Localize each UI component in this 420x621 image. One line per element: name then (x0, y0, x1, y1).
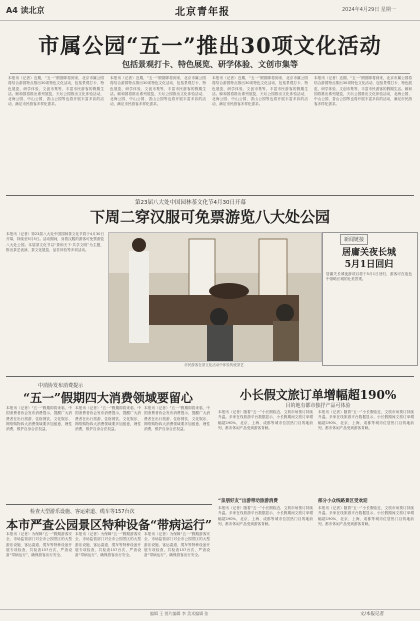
tea-ceremony-photo (109, 233, 321, 361)
sidebar-kicker: 新闻链接 (340, 234, 368, 245)
story4-subhead2: 部分小众线路景区受欢迎 (318, 499, 368, 504)
photo-caption: 市民游客在茶文化活动中体验传统茶艺 (184, 363, 244, 367)
story4-body-col2: 本报讯（记者）随着“五一”小长假临近，文旅市场预订持续升温。多家在线旅游平台数据显示，小长假期间文旅订单增幅超190%，北京、上海、成都等城市位居热门目的地前列，都市休闲产品受到游客青睐。 (318, 410, 414, 430)
story5-kicker: 检查大型游乐设施、客运索道、缆车等157台次 (30, 509, 135, 515)
story2-kicker: 第23届八大处中国园林茶文化节4月30日开幕 (135, 200, 246, 206)
lead-body-col1: 本报讯（记者）近期，“五一”假期即将到来，北京市属公园将结合游园特点推出30项特色文化活动，包括景观打卡、特色展览、研学体验、文创市集等，丰富市民游客的假期生活。颐和园将推出系列展览，天坛公园推出文化体验活动，北海公园、中山公园、香山公园等也将开展丰富多彩的活动，满足市民游客多样化需求。 (8, 76, 104, 107)
section-divider (6, 376, 414, 377)
sidebar-title-line2: 5月1日回归 (344, 260, 394, 270)
sidebar-body: 居庸关长城夜游项目将于5月1日回归，游客可在夜色中领略长城的壮美景观。 (326, 272, 412, 282)
section-divider (6, 195, 414, 196)
story4-body-col3: 本报讯（记者）随着“五一”小长假临近，文旅市场预订持续升温。多家在线旅游平台数据显示，小长假期间文旅订单增幅超190%，北京、上海、成都等城市位居热门目的地前列，都市休闲产品受到游客青睐。 (218, 506, 313, 526)
page-section-label: A4 读北京 (6, 6, 45, 15)
story4-subhead1: “亲朋好友”出游带动旅游消费 (218, 499, 278, 504)
divider (10, 73, 410, 74)
editor-credits: 编辑 王 图片编辑 李 美术编辑 张 (150, 611, 209, 616)
page-footer (0, 609, 420, 621)
section-divider (6, 504, 212, 505)
issue-date: 2024年4月29日 星期一 (342, 7, 396, 13)
story4-headline: 小长假文旅订单增幅超190% (239, 388, 397, 402)
story4-body-col4: 本报讯（记者）随着“五一”小长假临近，文旅市场预订持续升温。多家在线旅游平台数据显示，小长假期间文旅订单增幅超190%，北京、上海、成都等城市位居热门目的地前列，都市休闲产品受到游客青睐。 (318, 506, 414, 526)
story5-body-col1: 本报讯（记者）为保障“五一”假期游客安全，市场监管部门对全市公园景区的大型游乐设施、客运索道、缆车等特种设备开展专项检查，共检查157台次，严查设备“带病运行”，确保游客出行安全。 (6, 532, 72, 558)
story5-body-col2: 本报讯（记者）为保障“五一”假期游客安全，市场监管部门对全市公园景区的大型游乐设施、客运索道、缆车等特种设备开展专项检查，共检查157台次，严查设备“带病运行”，确保游客出行安全。 (75, 532, 141, 558)
lead-body-col2: 本报讯（记者）近期，“五一”假期即将到来，北京市属公园将结合游园特点推出30项特色文化活动，包括景观打卡、特色展览、研学体验、文创市集等，丰富市民游客的假期生活。颐和园将推出系列展览，天坛公园推出文化体验活动，北海公园、中山公园、香山公园等也将开展丰富多彩的活动，满足市民游客多样化需求。 (110, 76, 206, 107)
story5-body-col3: 本报讯（记者）为保障“五一”假期游客安全，市场监管部门对全市公园景区的大型游乐设施、客运索道、缆车等特种设备开展专项检查，共检查157台次，严查设备“带病运行”，确保游客出行安全。 (144, 532, 210, 558)
story3-body-col3: 本报讯（记者）“五一”假期即将来临，中国消费者协会发布消费提示，提醒广大消费者在出行旅游、住宿餐饮、文化娱乐、网络购物四大消费领域要多加留意，理性消费，维护自身合法权益。 (144, 406, 210, 432)
lead-subheadline: 包括景观打卡、特色展览、研学体验、文创市集等 (122, 60, 298, 69)
story3-kicker: 中消协发布消费提示 (38, 383, 84, 389)
story4-body-col1: 本报讯（记者）随着“五一”小长假临近，文旅市场预订持续升温。多家在线旅游平台数据显示，小长假期间文旅订单增幅超190%，北京、上海、成都等城市位居热门目的地前列，都市休闲产品受到游客青睐。 (218, 410, 313, 430)
story4-subheadline: 目的地有都市独抒产品可体验 (285, 403, 351, 409)
lead-headline: 市属公园“五一”推出30项文化活动 (38, 33, 382, 58)
sidebar-title-line1: 居庸关夜长城 (341, 248, 396, 258)
story5-headline: 本市严查公园景区特种设备“带病运行” (6, 518, 212, 532)
lead-body-col4: 本报讯（记者）近期，“五一”假期即将到来，北京市属公园将结合游园特点推出30项特色文化活动，包括景观打卡、特色展览、研学体验、文创市集等，丰富市民游客的假期生活。颐和园将推出系列展览，天坛公园推出文化体验活动，北海公园、中山公园、香山公园等也将开展丰富多彩的活动，满足市民游客多样化需求。 (314, 76, 412, 107)
story3-body-col2: 本报讯（记者）“五一”假期即将来临，中国消费者协会发布消费提示，提醒广大消费者在出行旅游、住宿餐饮、文化娱乐、网络购物四大消费领域要多加留意，理性消费，维护自身合法权益。 (75, 406, 141, 432)
footer-section: 文/本报记者 (360, 612, 385, 617)
story2-body: 本报讯（记者）第23届八大处中国园林茶文化节将于4月30日开幕，持续至5月5日。活动期间，身着汉服的游客可免票游览八大处公园。本届茶文化节以“茶和天下·共享文明”为主题，推出茶艺表演、茶文化展览、品茗体验等多项活动。 (6, 232, 104, 252)
news-photo (108, 232, 322, 362)
story3-body-col1: 本报讯（记者）“五一”假期即将来临，中国消费者协会发布消费提示，提醒广大消费者在出行旅游、住宿餐饮、文化娱乐、网络购物四大消费领域要多加留意，理性消费，维护自身合法权益。 (6, 406, 72, 432)
lead-body-col3: 本报讯（记者）近期，“五一”假期即将到来，北京市属公园将结合游园特点推出30项特色文化活动，包括景观打卡、特色展览、研学体验、文创市集等，丰富市民游客的假期生活。颐和园将推出系列展览，天坛公园推出文化体验活动，北海公园、中山公园、香山公园等也将开展丰富多彩的活动，满足市民游客多样化需求。 (212, 76, 308, 107)
story2-headline: 下周二穿汉服可免票游览八大处公园 (89, 208, 330, 226)
story3-headline: “五一”假期四大消费领域要留心 (23, 391, 193, 405)
masthead-logo: 北京青年报 (175, 7, 230, 18)
